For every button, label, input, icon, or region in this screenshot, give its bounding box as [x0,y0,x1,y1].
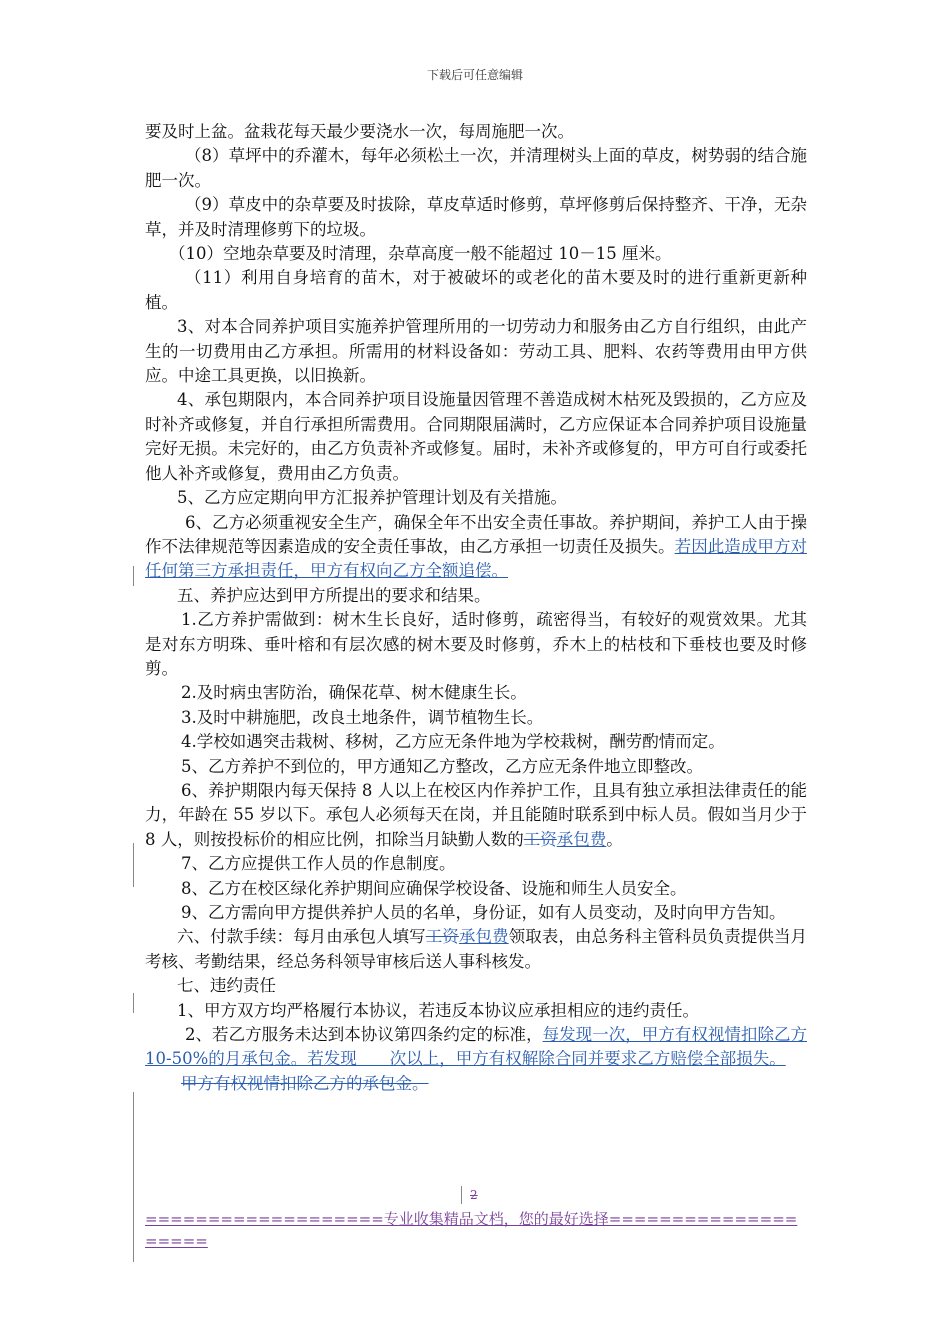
revision-bar [461,1186,462,1204]
paragraph [145,144,807,193]
paragraph [145,1023,807,1072]
text-run: 4.学校如遇突击栽树、移树，乙方应无条件地为学校栽树，酬劳酌情而定。 [181,732,725,752]
page-header: 下载后可任意编辑 [426,68,523,82]
text-run: 5、乙方应定期向甲方汇报养护管理计划及有关措施。 [177,488,567,508]
text-run: 4、承包期限内，本合同养护项目设施量因管理不善造成树木枯死及毁损的，乙方应及时补齐或修复，并自行承担所需费用。合同期限届满时，乙方应保证本合同养护项目设施量完好无损。未完好的，由乙方负责补齐或修复。届时，未补齐或修复的，甲方可自行或委托他人补齐或修复，费用由乙方负责。 [145,390,807,483]
paragraph [145,266,807,315]
paragraph [145,242,807,266]
inserted-text: 承包费 [556,829,607,849]
text-run: （11）利用自身培育的苗木，对于被破坏的或老化的苗木要及时的进行重新更新种植。 [145,268,807,312]
text-run: 2、若乙方服务未达到本协议第四条约定的标准， [185,1025,543,1045]
text-run: 9、乙方需向甲方提供养护人员的名单，身份证，如有人员变动，及时向甲方告知。 [181,903,786,922]
text-run: 6、养护期限内每天保持 8 人以上在校区内作养护工作，且具有独立承担法律责任的能力，年龄在 55 岁以下。承包人必须每天在岗，并且能随时联系到中标人员。假如当月少于 8 人，则按投标价的相应比例，扣除当月缺勤人数的 [145,780,807,849]
paragraph [145,974,807,998]
text-run: 8、乙方在校区绿化养护期间应确保学校设备、设施和师生人员安全。 [181,878,687,898]
deleted-text: 工资 [425,927,459,947]
text-run: 1.乙方养护需做到：树木生长良好，适时修剪，疏密得当，有较好的观赏效果。尤其是对东方明珠、垂叶榕和有层次感的树木要及时修剪，乔木上的枯枝和下垂枝也要及时修剪。 [145,610,807,678]
paragraph [145,901,807,925]
paragraph [145,584,807,608]
text-run: 六、付款手续：每月由承包人填写 [177,927,426,947]
text-run: 5、乙方养护不到位的，甲方通知乙方整改，乙方应无条件地立即整改。 [181,756,703,776]
paragraph [145,388,807,486]
text-run: 3.及时中耕施肥，改良土地条件，调节植物生长。 [181,707,544,727]
inserted-text: 承包费 [458,927,509,947]
paragraph [145,1072,807,1096]
text-run: 2.及时病虫害防治，确保花草、树木健康生长。 [181,683,527,703]
paragraph [145,755,807,779]
paragraph [145,779,807,852]
document-body [145,120,807,1096]
revision-bar [133,993,134,1013]
text-run: 领取表，由总务科主管科员负责提供当月考核、考勤结果，经总务科领导审核后送人事科核发。 [145,927,808,971]
text-run: （10）空地杂草要及时清理，杂草高度一般不能超过 10－15 厘米。 [169,244,672,264]
text-run: （8）草坪中的乔灌木，每年必须松土一次，并清理树头上面的草皮，树势弱的结合施肥一次。 [145,146,807,190]
paragraph [145,315,807,388]
paragraph [145,925,807,974]
paragraph [145,706,807,730]
text-run: 七、违约责任 [177,976,276,996]
revision-bar [133,843,134,887]
revision-bar [133,1092,134,1262]
paragraph [145,193,807,242]
inserted-text: 每发现一次，甲方有权视情扣除乙方 10-50%的月承包金。若发现 次以上，甲方有权解除合同并要求乙方赔偿全部损失。 [145,1025,807,1069]
paragraph [145,120,807,144]
text-run: 。 [606,829,623,849]
paragraph [145,730,807,754]
text-run: 五、养护应达到甲方所提出的要求和结果。 [177,585,491,605]
text-run: 7、乙方应提供工作人员的作息制度。 [181,854,456,874]
deleted-text: 工资 [523,829,557,849]
deleted-text: 甲方有权视情扣除乙方的承包金。 [181,1073,429,1093]
paragraph [145,486,807,510]
text-run: 要及时上盆。盆栽花每天最少要浇水一次，每周施肥一次。 [145,122,574,141]
text-run: （9）草皮中的杂草要及时拔除，草皮草适时修剪，草坪修剪后保持整齐、干净，无杂草，并及时清理修剪下的垃圾。 [145,195,807,239]
text-run: 6、乙方必须重视安全生产，确保全年不出安全责任事故。养护期间，养护工人由于操作不法律规范等因素造成的安全责任事故，由乙方承担一切责任及损失。 [145,512,807,556]
paragraph [145,681,807,705]
page-footer: ===================专业收集精品文档，您的最好选择==================== [145,1210,798,1250]
paragraph [145,608,807,681]
paragraph [145,999,807,1023]
paragraph [145,852,807,876]
text-run: 1、甲方双方均严格履行本协议，若违反本协议应承担相应的违约责任。 [177,1000,699,1020]
text-run: 3、对本合同养护项目实施养护管理所用的一切劳动力和服务由乙方自行组织，由此产生的一切费用由乙方承担。所需用的材料设备如：劳动工具、肥料、农药等费用由甲方供应。中途工具更换，以旧换新。 [145,317,807,386]
paragraph [145,511,807,584]
paragraph [145,877,807,901]
revision-bar [133,566,134,586]
page-number: 2 [470,1188,478,1202]
inserted-text: 若因此造成甲方对任何第三方承担责任，甲方有权向乙方全额追偿。 [145,536,807,581]
